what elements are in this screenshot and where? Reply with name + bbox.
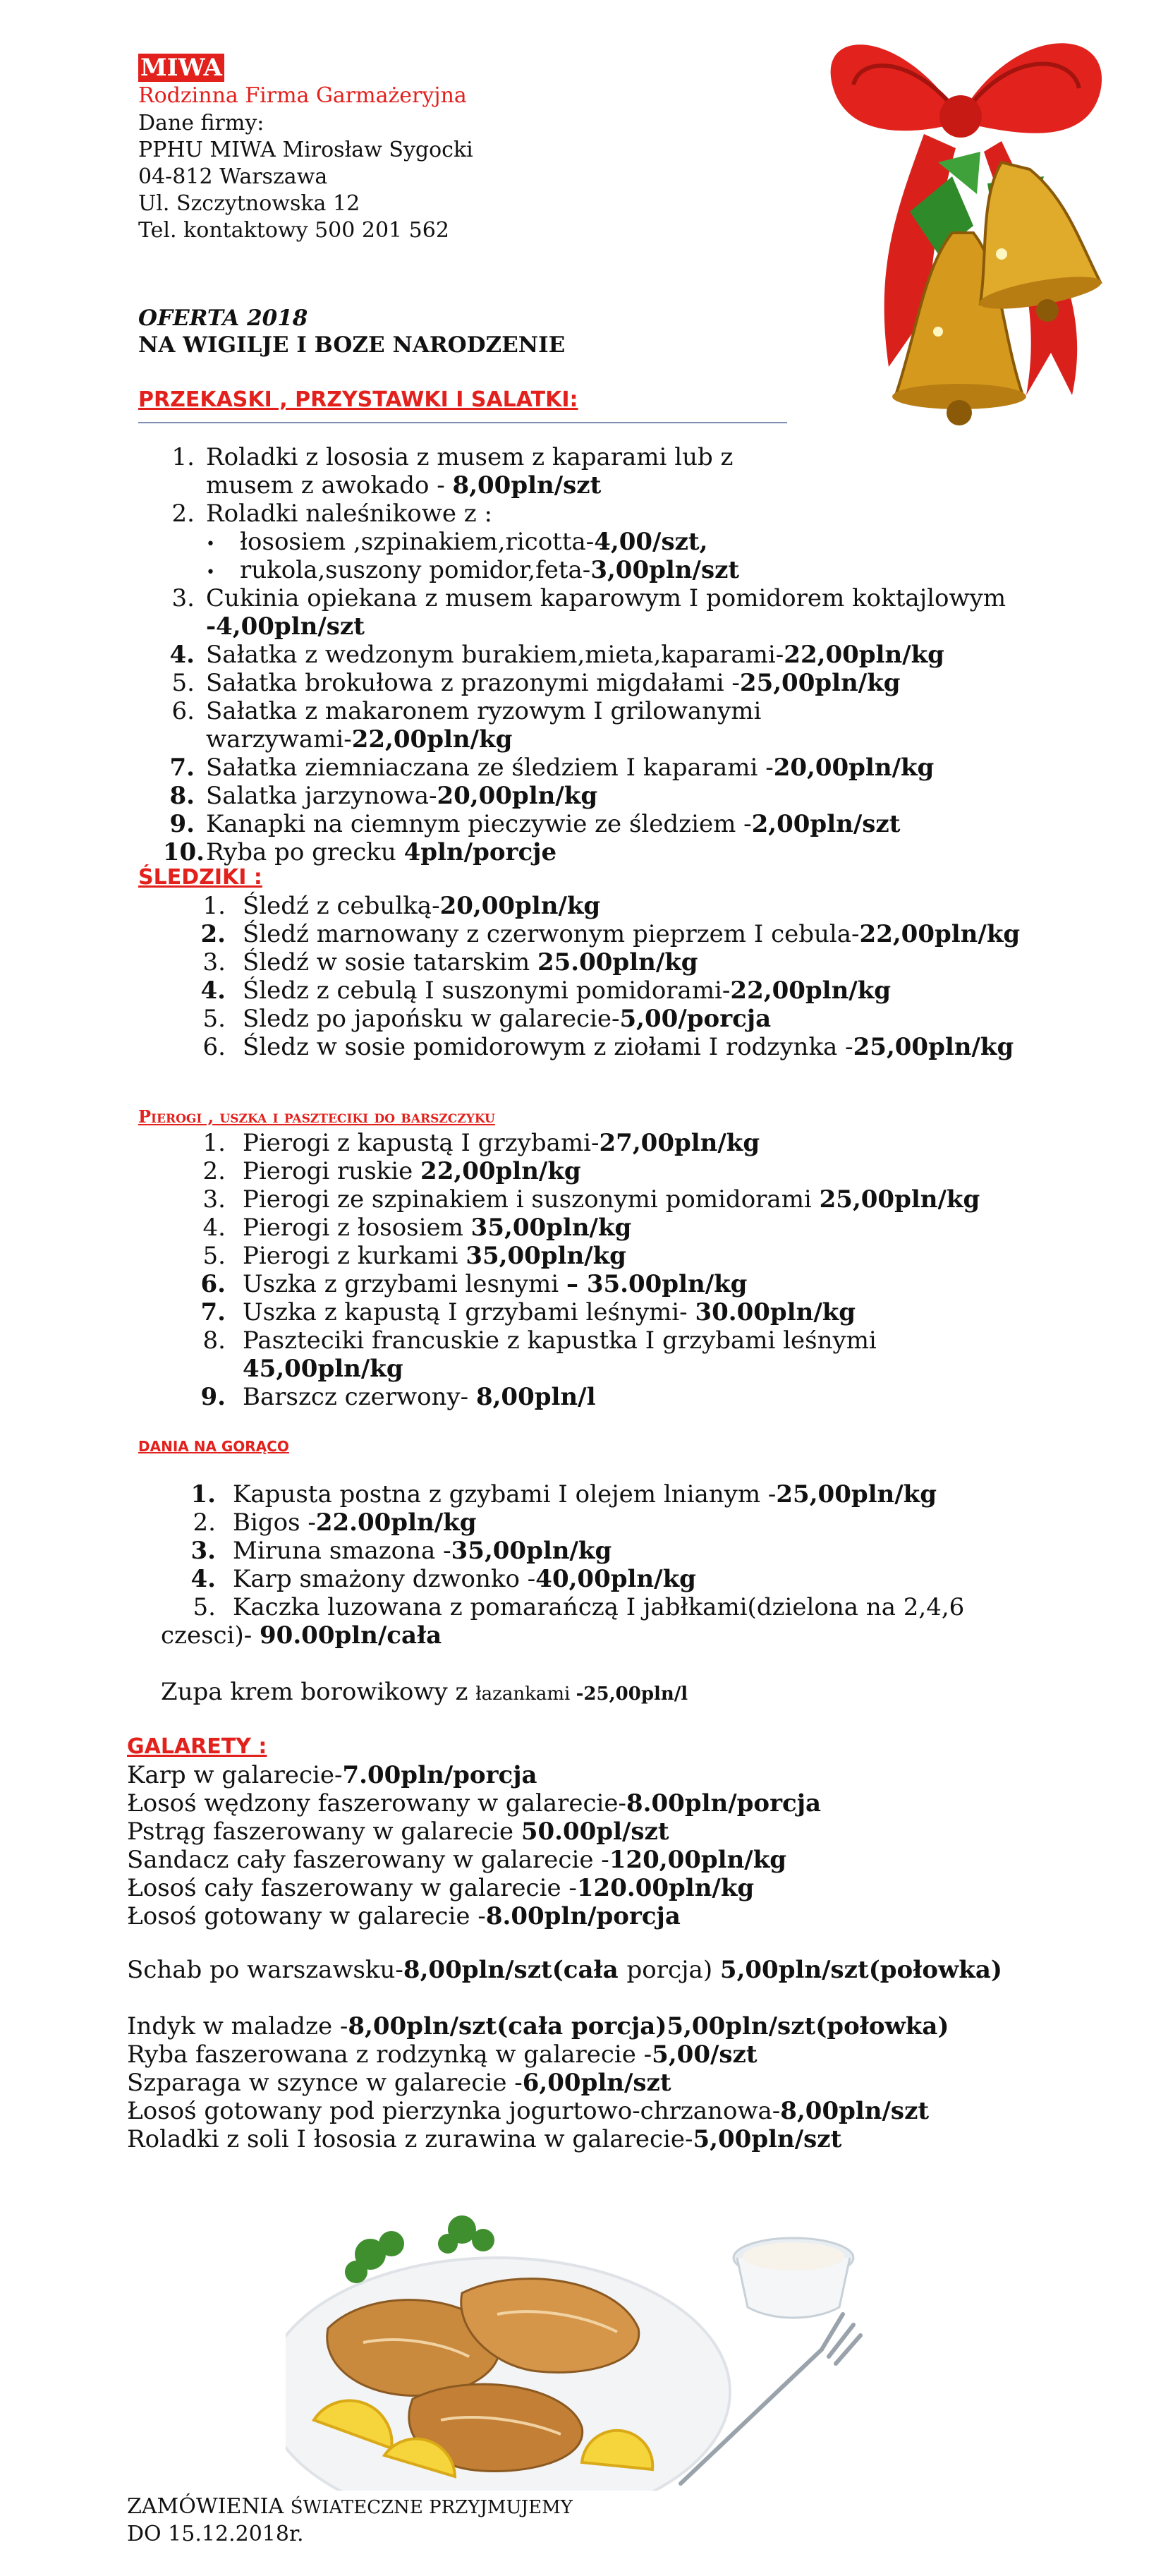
- list-item: 4. Sałatka z wedzonym burakiem,mieta,kaparami-22,00pln/kg: [169, 641, 944, 669]
- pierogi-list: [0, 1129, 1168, 1411]
- company-details: [138, 110, 473, 244]
- list-item: 1. Śledź z cebulką-20,00pln/kg: [202, 892, 601, 920]
- list-item: Indyk w maladze -8,00pln/szt(cała porcja)5,00pln/szt(połowka): [127, 2012, 949, 2040]
- list-item: 4. Śledz z cebulą I suszonymi pomidorami-22,00pln/kg: [200, 976, 892, 1005]
- schab-line: Schab po warszawsku-8,00pln/szt(cała porcja) 5,00pln/szt(połowka): [127, 1956, 1002, 1984]
- list-item: Łosoś gotowany pod pierzynka jogurtowo-chrzanowa-8,00pln/szt: [127, 2097, 930, 2125]
- herring-list: [0, 892, 1168, 1061]
- appetizers-list: [0, 443, 1168, 866]
- section-title-hot-dishes: DANIA NA GORĄCO: [138, 1438, 289, 1455]
- list-item: 3. Miruna smazona -35,00pln/kg: [190, 1537, 612, 1565]
- list-item: Szparaga w szynce w galarecie -6,00pln/szt: [127, 2069, 671, 2097]
- footer-date: DO 15.12.2018r.: [127, 2522, 304, 2546]
- footer-line: ŚWIATECZNE PRZYJMUJEMY: [290, 2497, 573, 2518]
- hot-dishes-list: [0, 1480, 1168, 1650]
- footer-line: ZAMÓWIENIA: [127, 2494, 291, 2519]
- list-item: 5. Sledz po japońsku w galarecie-5,00/porcja: [202, 1005, 772, 1033]
- list-item: warzywami-22,00pln/kg: [206, 725, 513, 754]
- list-item: Łosoś wędzony faszerowany w galarecie-8.00pln/porcja: [127, 1789, 822, 1818]
- list-item: -4,00pln/szt: [206, 612, 365, 641]
- aspic-list: [127, 1761, 821, 1930]
- list-item: 5. Kaczka luzowana z pomarańczą I jabłkami(dzielona na 2,4,6: [193, 1593, 965, 1621]
- brand-name: MIWA: [138, 54, 224, 82]
- list-item: 9. Kanapki na ciemnym pieczywie ze śledziem -2,00pln/szt: [169, 810, 901, 838]
- list-item: 2. Bigos -22.00pln/kg: [193, 1508, 477, 1537]
- list-item: 7. Sałatka ziemniaczana ze śledziem I kaparami -20,00pln/kg: [169, 754, 935, 782]
- divider: [138, 422, 787, 423]
- list-item: 2. Roladki naleśnikowe z :: [171, 500, 492, 528]
- list-item: 1. Roladki z lososia z musem z kaparami lub z: [171, 443, 734, 471]
- company-line: Tel. kontaktowy 500 201 562: [138, 218, 449, 243]
- company-line: 04-812 Warszawa: [138, 164, 328, 189]
- list-item: Pstrąg faszerowany w galarecie 50.00pl/szt: [127, 1818, 669, 1846]
- list-item: musem z awokado - 8,00pln/szt: [206, 471, 602, 500]
- list-item: Sandacz cały faszerowany w galarecie -120,00pln/kg: [127, 1846, 787, 1874]
- list-item: 8. Paszteciki francuskie z kapustka I grzybami leśnymi: [202, 1326, 877, 1355]
- offer-year: OFERTA 2018: [138, 306, 308, 331]
- list-item: 1. Pierogi z kapustą I grzybami-27,00pln/kg: [202, 1129, 760, 1157]
- list-item: 4. Pierogi z łososiem 35,00pln/kg: [202, 1214, 632, 1242]
- section-title-herring: ŚLEDZIKI :: [138, 865, 262, 890]
- list-item: 6. Sałatka z makaronem ryzowym I grilowanymi: [171, 697, 762, 725]
- company-line: Dane firmy:: [138, 111, 264, 135]
- fried-fish-photo: [286, 2187, 899, 2491]
- list-item: 9. Barszcz czerwony- 8,00pln/l: [200, 1383, 596, 1411]
- list-item: czesci)- 90.00pln/cała: [161, 1621, 442, 1650]
- soup-line: Zupa krem borowikowy z łazankami -25,00pln/l: [161, 1678, 688, 1706]
- offer-occasion: NA WIGILJE I BOZE NARODZENIE: [138, 332, 566, 358]
- list-item: 3. Śledź w sosie tatarskim 25.00pln/kg: [202, 948, 698, 976]
- list-item: 2. Pierogi ruskie 22,00pln/kg: [202, 1157, 581, 1185]
- list-item: 2. Śledź marnowany z czerwonym pieprzem I cebula-22,00pln/kg: [200, 920, 1021, 948]
- section-title-aspic: GALARETY :: [127, 1734, 267, 1759]
- list-item: Ryba faszerowana z rodzynką w galarecie -5,00/szt: [127, 2040, 758, 2069]
- list-item: 4. Karp smażony dzwonko -40,00pln/kg: [190, 1565, 696, 1593]
- company-line: PPHU MIWA Mirosław Sygocki: [138, 138, 473, 162]
- brand-subtitle: Rodzinna Firma Garmażeryjna: [138, 83, 467, 108]
- list-item: Roladki z soli I łososia z zurawina w galarecie-5,00pln/szt: [127, 2125, 842, 2153]
- company-line: Ul. Szczytnowska 12: [138, 191, 360, 216]
- aspic-list-more: [127, 2012, 949, 2153]
- list-item: 7. Uszka z kapustą I grzybami leśnymi- 30.00pln/kg: [200, 1298, 856, 1326]
- list-item: 3. Pierogi ze szpinakiem i suszonymi pomidorami 25,00pln/kg: [202, 1185, 980, 1214]
- list-item: Łosoś gotowany w galarecie -8.00pln/porcja: [127, 1902, 681, 1930]
- section-title-pierogi: Pierogi , uszka i paszteciki do barszczyku: [138, 1106, 495, 1127]
- list-item: 6. Śledz w sosie pomidorowym z ziołami I rodzynka -25,00pln/kg: [202, 1033, 1014, 1061]
- list-item: 6. Uszka z grzybami lesnymi – 35.00pln/kg: [200, 1270, 748, 1298]
- list-item: • rukola,suszony pomidor,feta-3,00pln/szt: [206, 556, 740, 584]
- list-item: 45,00pln/kg: [243, 1355, 403, 1383]
- section-title-appetizers: PRZEKASKI , PRZYSTAWKI I SALATKI:: [138, 387, 578, 412]
- footer-note: [127, 2493, 573, 2548]
- list-item: 1. Kapusta postna z gzybami I olejem lnianym -25,00pln/kg: [190, 1480, 937, 1508]
- list-item: Karp w galarecie-7.00pln/porcja: [127, 1761, 537, 1789]
- list-item: 5. Sałatka brokułowa z prazonymi migdałami -25,00pln/kg: [171, 669, 901, 697]
- list-item: 3. Cukinia opiekana z musem kaparowym I pomidorem koktajlowym: [171, 584, 1006, 612]
- offer-heading: [138, 305, 565, 358]
- list-item: Łosoś cały faszerowany w galarecie -120.00pln/kg: [127, 1874, 755, 1902]
- list-item: 8. Salatka jarzynowa-20,00pln/kg: [169, 782, 598, 810]
- list-item: • łososiem ,szpinakiem,ricotta-4,00/szt,: [206, 528, 708, 556]
- list-item: 10. Ryba po grecku 4pln/porcje: [162, 838, 557, 866]
- list-item: 5. Pierogi z kurkami 35,00pln/kg: [202, 1242, 626, 1270]
